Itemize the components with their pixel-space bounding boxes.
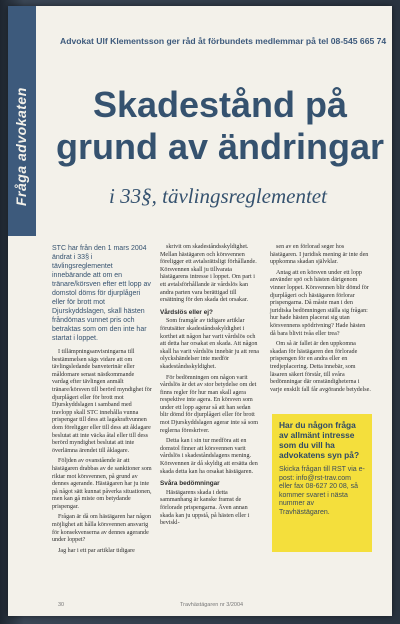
text-column-2 <box>160 244 260 531</box>
publication-footer: Travhästägaren nr 3/2004 <box>180 602 244 608</box>
section-heading: Vårdslös eller ej? <box>160 308 213 316</box>
body-paragraph: För bedömningen om någon varit vårdslös är det av stor betydelse om det finns regler för hur man skall agera respektive inte agera. En körsven som under ett lopp agerar så att han sedan blir dömd för djurplågeri eller för brott mot Djurskyddslagen agerar inte så som reglerna föreskriver. <box>160 374 258 434</box>
question-callout-box <box>272 414 372 552</box>
magazine-page <box>8 6 392 616</box>
section-label: Fråga advokaten <box>13 87 29 206</box>
body-paragraph: Om så är fallet är den uppkomna skadan för hästägaren den förlorade prispengen för en andra eller en tredjeplacering. Detta innebär, som läsaren säkert förstår, till svåra bedömningar där omständigheterna i varje enskilt fall får avgörande betydelse. <box>270 341 371 393</box>
page-number: 30 <box>58 602 65 608</box>
body-paragraph: Som framgår av tidigare artiklar förutsätter skadeståndsskyldighet i korthet att någon har varit vårdslös och att detta har orsakat en skada. Att någon skall ha varit vårdslös innebär ju att rena olyckshändelser inte medför skadeståndsskyldighet. <box>160 318 259 370</box>
callout-instructions: Skicka frågan till RST via e-post: info@rst-trav.com eller fax 08-627 20 08, så kommer svaret i nästa nummer av Travhästägaren. <box>279 466 365 516</box>
body-paragraph: Detta kan i sin tur medföra att en domstol finner att körsvennen varit vårdslös i skadeståndslagens mening. Körsvennen är då skyldig att ersätta den skada detta kan ha orsakat hästägaren. <box>160 438 258 475</box>
body-paragraph: Hästägarens skada i detta sammanhang är kanske framst de förlorade prispengarna. Även annan skada kan ju uppstå, på hästen eller i beviskl- <box>160 489 250 527</box>
body-paragraph: Frågan är då om hästägaren har någon möjlighet att hålla körsvennen ansvarig för konsekvenserna av dennes agerande under loppet? <box>52 514 152 544</box>
body-paragraph: I tillämpningsanvisningarna till bestämmelsen sägs vidare att om tävlingsledande banveterinär eller måldomare senast nästkommande vardag efter tävlingen anmält tränare/körsven till berörd myndighet för djurplågeri eller för brott mot Djurskyddslagen i samband med travlopp skall STC innehålla vunna prispengar till dess att lagakraftvunnen dom föreligger eller till dess att åklagare beslutat att inte väcka åtal eller till dess berörd myndighet beslutat att inte överlämna ärendet till åklagare. <box>52 349 152 454</box>
intro-paragraph: STC har från den 1 mars 2004 ändrat i 33§ i tävlingsreglementet innebärande att om en tränare/körsven efter ett lopp av domstol döms för djurplågeri eller för brott mot Djurskyddslagen, skall hästen fråndömas vunnet pris och betraktas som om den inte har startat i loppet. <box>52 245 151 342</box>
section-heading: Svåra bedömningar <box>160 480 220 488</box>
text-column-3 <box>270 244 372 397</box>
article-title: Skadestånd på grund av ändringar <box>55 84 385 167</box>
text-column-1 <box>52 244 152 558</box>
body-paragraph: Antag att en körsven under ett lopp använder spö och hästen därigenom vinner loppet. Körsvennen blir dömd för djurplågeri och hästägaren förlorar prispengarna. Då måste man i den juridiska bedömningen ställa sig frågan: hur hade hästen placerat sig utan körsvennens spödrivning? Hade hästen då bara blivit tvåa eller trea? <box>270 269 369 337</box>
body-paragraph: sen av en förlorad seger hos hästägaren. I juridisk mening är inte den uppkomna skadan självklar. <box>270 244 369 266</box>
body-paragraph: Följden av ovanstående är att hästägaren drabbas av de sanktioner som riktar mot körsvennen, på grund av dennes agerande. Hästägaren har ju inte på något sätt kunnat påverka situationen, men kan gå miste om betydande prispengar. <box>52 458 152 510</box>
article-subtitle: i 33§, tävlingsreglementet <box>109 184 327 208</box>
body-paragraph: Jag har i ett par artiklar tidigare <box>58 547 135 554</box>
callout-question: Har du någon fråga av allmänt intresse som du vill ha advokatens syn på? <box>279 420 360 460</box>
kicker-line: Advokat Ulf Klementsson ger råd åt förbundets medlemmar på tel 08-545 665 74 <box>60 36 387 46</box>
body-paragraph: skrivit om skadeståndsskyldighet. Mellan hästägaren och körsvennen föreligger ett avtalsrättsligt förhållande. Körsvennen skall ju tillvarata hästägarens intresse i loppet. Om part i ett avtalsförhållande är vårdslös kan andra parten vara berättigad till ersättning för den skada det orsakar. <box>160 244 257 304</box>
